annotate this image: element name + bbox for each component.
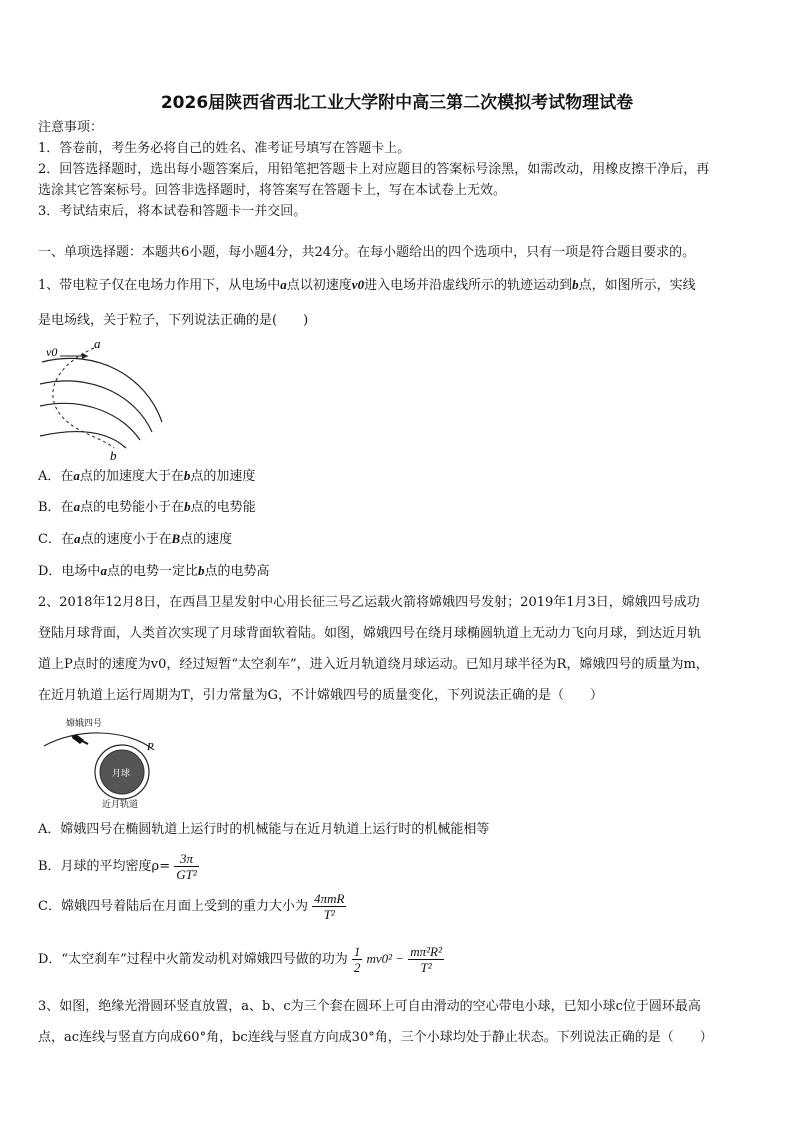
opt-var: a — [100, 563, 107, 578]
opt-var: a — [73, 531, 81, 546]
q3-line-2: 点，ac连线与竖直方向成60°角，bc连线与竖直方向成30°角，三个小球均处于静止状态。下列说法正确的是（ ） — [38, 1030, 713, 1045]
q1-stem-line2: 是电场线，关于粒子，下列说法正确的是( ) — [38, 313, 309, 328]
fraction — [352, 944, 363, 975]
notice-item-1: 1．答卷前，考生务必将自己的姓名、准考证号填写在答题卡上。 — [38, 141, 411, 156]
q3-line-1: 3、如图，绝缘光滑圆环竖直放置，a、b、c为三个套在圆环上可自由滑动的空心带电小球，已知小球c位于圆环最高 — [38, 999, 701, 1014]
elliptical-orbit — [44, 733, 154, 750]
label-moon: 月球 — [112, 769, 131, 779]
q1-option-a — [38, 467, 255, 486]
label-v0: v0 — [46, 345, 58, 359]
opt-text: B．月球的平均密度ρ= — [38, 859, 171, 874]
frac-den: 2 — [353, 960, 361, 975]
opt-text: 点的加速度 — [190, 469, 256, 484]
field-line-3 — [40, 403, 140, 440]
q1-stem-part: 点以初速度 — [286, 278, 352, 293]
q1-option-d — [38, 562, 269, 581]
opt-text: A．在 — [38, 469, 74, 484]
velocity-arrowhead — [82, 353, 88, 359]
q2-line-3: 道上P点时的速度为v0，经过短暂“太空刹车”，进入近月轨道绕月球运动。已知月球半径为R，嫦娥四号的质量为m， — [38, 657, 709, 672]
q2-option-c — [38, 890, 346, 924]
opt-var: b — [184, 499, 191, 514]
opt-text: 点的速度小于在 — [80, 532, 172, 547]
opt-text: 点的电势能小于在 — [80, 500, 185, 515]
q1-var-v0: v0 — [351, 277, 365, 292]
q1-var-b: b — [572, 277, 579, 292]
opt-var: b — [183, 468, 191, 483]
label-b: b — [110, 448, 117, 462]
opt-var: B — [171, 531, 181, 546]
q1-stem-part: 1、带电粒子仅在电场力作用下，从电场中 — [38, 278, 281, 293]
opt-text: 点的电势高 — [204, 564, 270, 579]
frac-num: 4πmR — [314, 891, 345, 906]
opt-var: a — [73, 499, 81, 514]
notice-item-2-cont: 选涂其它答案标号。回答非选择题时，将答案写在答题卡上，写在本试卷上无效。 — [38, 183, 507, 198]
q1-field-figure — [36, 336, 176, 462]
q2-line-4: 在近月轨道上运行周期为T，引力常量为G，不计嫦娥四号的质量变化，下列说法正确的是（ ） — [38, 688, 604, 703]
frac-den: GT² — [176, 867, 197, 882]
q1-var-a: a — [280, 277, 287, 292]
q2-line-2: 登陆月球背面，人类首次实现了月球背面软着陆。如图，嫦娥四号在绕月球椭圆轨道上无动力飞向月球，到达近月轨 — [38, 626, 702, 641]
notice-item-3: 3．考试结束后，将本试卷和答题卡一并交回。 — [38, 204, 307, 219]
q2-moon-figure — [36, 714, 166, 810]
q1-option-b — [38, 498, 256, 517]
opt-var: a — [73, 468, 80, 483]
notice-item-2: 2．回答选择题时，选出每小题答案后，用铅笔把答题卡上对应题目的答案标号涂黑，如需改动，用橡皮擦干净后，再 — [38, 162, 710, 177]
opt-text: 点的电势一定比 — [106, 564, 198, 579]
opt-text: 点的加速度大于在 — [79, 469, 184, 484]
page-title: 2026届陕西省西北工业大学附中高三第二次模拟考试物理试卷 — [160, 93, 634, 113]
frac-den: T² — [420, 960, 432, 975]
frac-den: T² — [323, 907, 335, 922]
fraction — [174, 851, 199, 882]
section-heading: 一、单项选择题：本题共6小题，每小题4分，共24分。在每小题给出的四个选项中，只有一项是符合题目要求的。 — [38, 245, 696, 260]
label-orbit: 近月轨道 — [102, 800, 139, 810]
field-line-4 — [40, 432, 126, 448]
opt-text: D．电场中 — [38, 564, 101, 579]
q2-option-b — [38, 850, 199, 884]
formula-mid: mv0² − — [366, 951, 405, 966]
opt-text: C．嫦娥四号着陆后在月面上受到的重力大小为 — [38, 899, 308, 914]
opt-text: B．在 — [38, 500, 74, 515]
opt-text: 点的电势能 — [190, 500, 256, 515]
opt-text: D．“太空刹车”过程中火箭发动机对嫦娥四号做的功为 — [38, 952, 348, 967]
q1-stem — [38, 276, 696, 295]
q1-option-c — [38, 530, 232, 549]
trajectory-dashed — [53, 348, 114, 448]
fraction — [408, 944, 444, 975]
frac-num: 1 — [353, 944, 361, 959]
label-a: a — [94, 336, 101, 351]
fraction — [312, 891, 346, 922]
q2-option-d — [38, 942, 444, 977]
label-craft: 嫦娥四号 — [66, 719, 103, 729]
opt-text: 点的速度 — [180, 532, 233, 547]
label-p: P — [147, 741, 154, 753]
q1-stem-part: 进入电场并沿虚线所示的轨迹运动到 — [364, 278, 573, 293]
q1-stem-part: 点，如图所示，实线 — [578, 278, 696, 293]
field-line-1 — [42, 358, 162, 422]
frac-num: mπ²R² — [410, 944, 442, 959]
opt-var: b — [197, 563, 205, 578]
frac-num: 3π — [174, 851, 199, 867]
q2-option-a: A．嫦娥四号在椭圆轨道上运行时的机械能与在近月轨道上运行时的机械能相等 — [38, 822, 490, 837]
field-line-2 — [40, 381, 152, 432]
notice-heading: 注意事项： — [38, 120, 104, 135]
q2-line-1: 2、2018年12月8日，在西昌卫星发射中心用长征三号乙运载火箭将嫦娥四号发射；2019年1月3日，嫦娥四号成功 — [38, 595, 700, 610]
opt-text: C．在 — [38, 532, 74, 547]
